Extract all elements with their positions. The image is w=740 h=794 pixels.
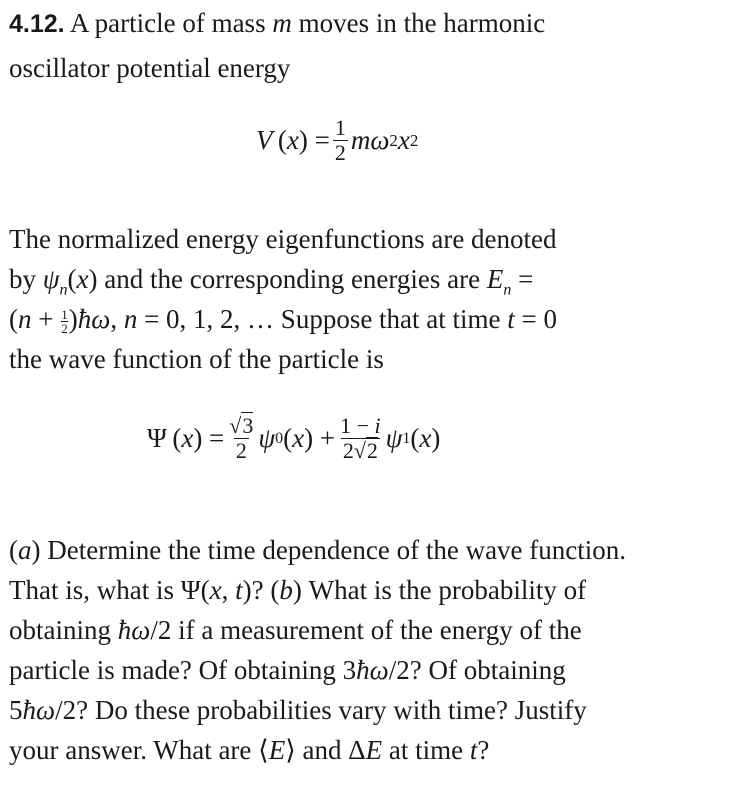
question-line-5: 5ħω/2? Do these probabilities vary with time? Justify — [9, 695, 587, 725]
question-line-2: That is, what is Ψ(x, t)? (b) What is the probability of — [9, 575, 587, 605]
body-line-1: The normalized energy eigenfunctions are denoted — [9, 224, 557, 254]
problem-line-2: oscillator potential energy — [9, 53, 291, 83]
problem-line-1: 4.12. A particle of mass m moves in the harmonic — [9, 8, 546, 38]
fraction-1-minus-i: $\frac{1 - i}{2√2}$ — [340, 413, 381, 463]
small-fraction-half: $\frac{1}{2}$ — [61, 307, 68, 337]
problem-number: 4.12. — [9, 10, 65, 38]
potential-equation: V ( x ) = $\frac{1}{2}$ mω 2 x 2 — [256, 115, 419, 165]
fraction-sqrt3-over-2: $\frac{√3}{2}$ — [229, 413, 254, 463]
question-line-3: obtaining ħω/2 if a measurement of the energy of the — [9, 615, 582, 645]
intro-text-b: moves in the harmonic — [298, 8, 546, 38]
question-line-4: particle is made? Of obtaining 3ħω/2? Of obtaining — [9, 655, 566, 685]
body-line-2: by $\psi_n(x)$ and the corresponding energies are $E_n$ = — [9, 264, 534, 299]
question-line-6: your answer. What are ⟨E⟩ and ΔE at time t? — [9, 735, 490, 765]
wavefunction-equation: Ψ ( x ) = $\frac{√3}{2}$ ψ 0 ( x ) + $\frac{1 - i}{2√2}$ ψ 1 ( x ) — [147, 413, 441, 463]
intro-text-a: A particle of mass — [69, 8, 266, 38]
body-line-4: the wave function of the particle is — [9, 344, 384, 374]
question-line-1: (a) Determine the time dependence of the wave function. — [9, 535, 627, 565]
fraction-one-half: $\frac{1}{2}$ — [334, 115, 346, 165]
body-line-3: (n + $\frac{1}{2}$ )ħω, n = 0, 1, 2, … Suppose that at time t = 0 — [9, 304, 558, 337]
